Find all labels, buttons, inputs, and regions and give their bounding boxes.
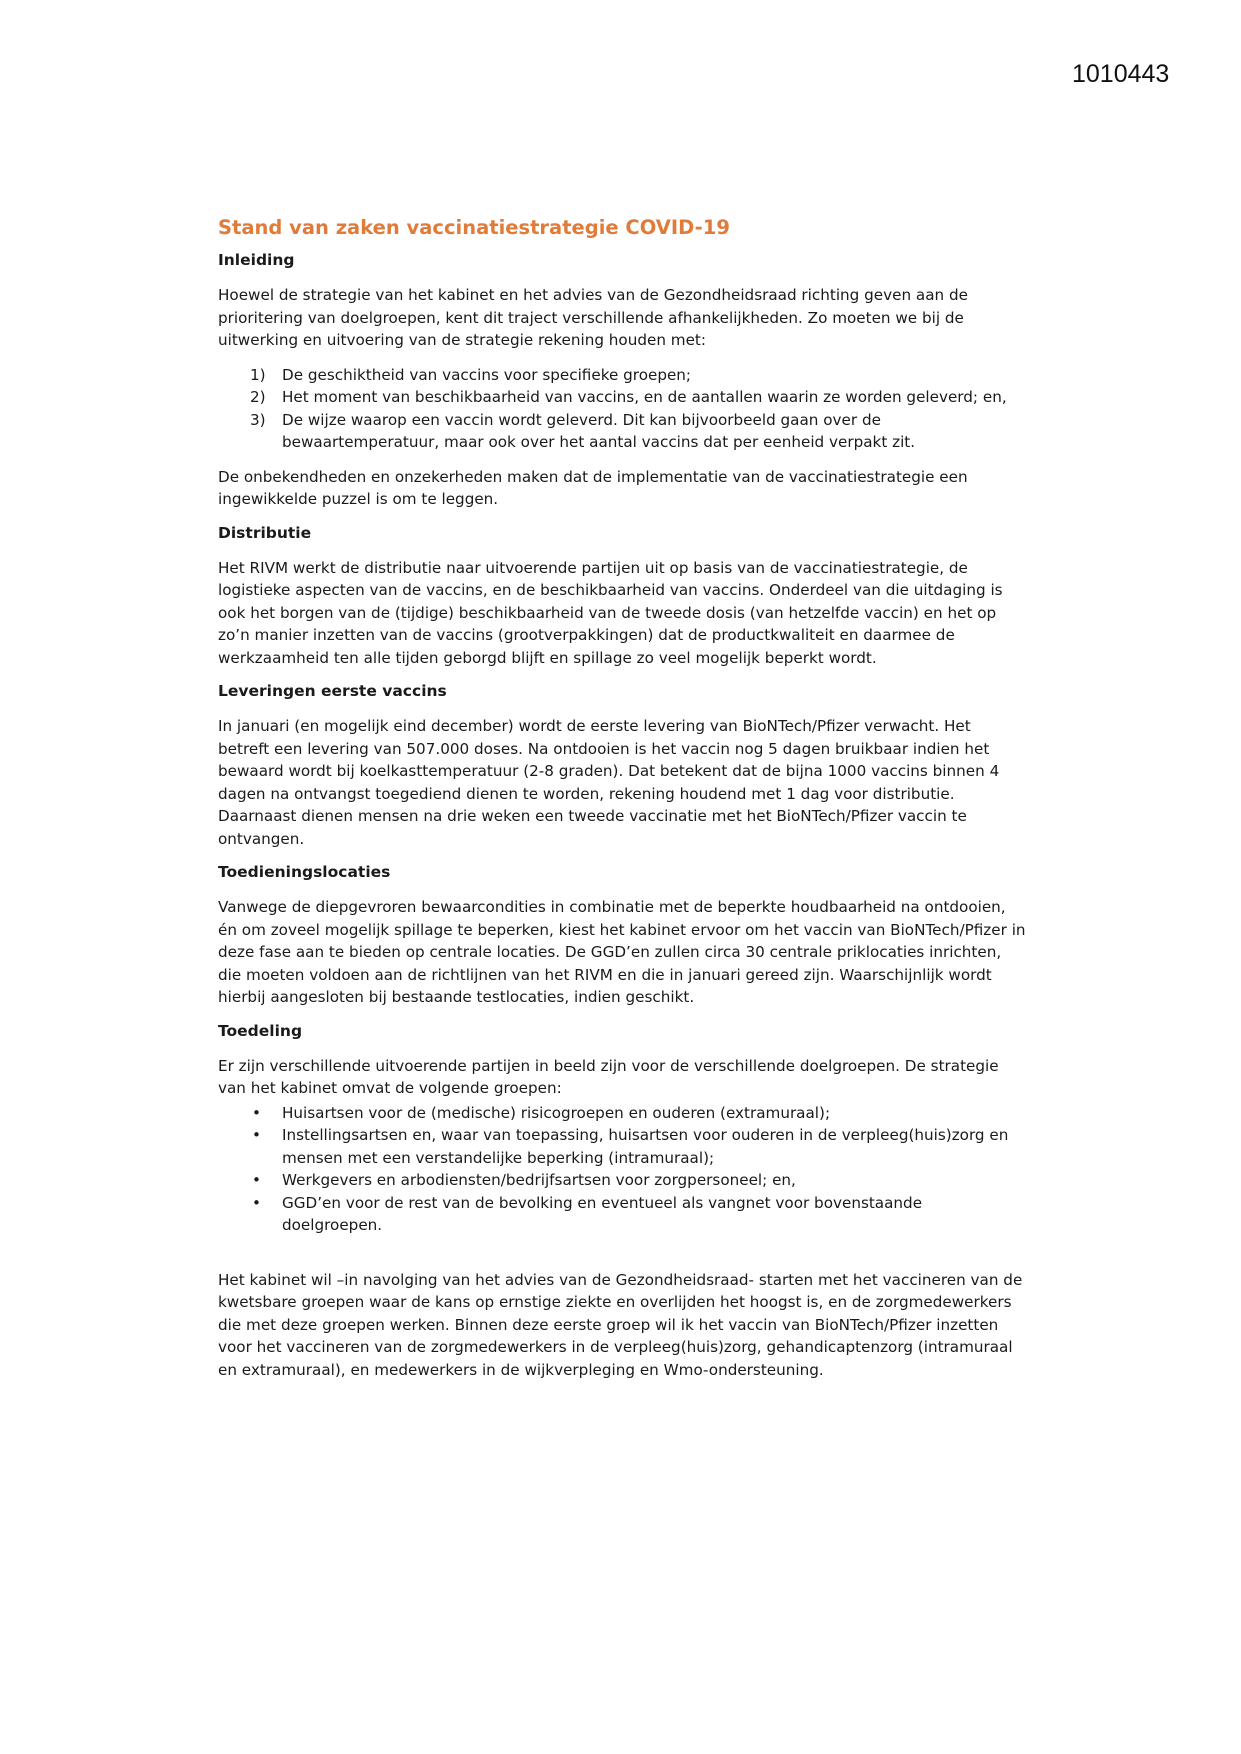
list-item — [250, 409, 1026, 454]
list-item-text: Het moment van beschikbaarheid van vaccins, en de aantallen waarin ze worden geleverd; en, — [282, 388, 1007, 406]
paragraph: Het kabinet wil –in navolging van het advies van de Gezondheidsraad- starten met het vaccineren van de kwetsbare groepen waar de kans op ernstige ziekte en overlijden het hoogst is, en de zorgmedewerkers die met deze groepen werken. Binnen deze eerste groep wil ik het vaccin van BioNTech/Pfizer inzetten voor het vaccineren van de zorgmedewerkers in de verpleeg(huis)zorg, gehandicaptenzorg (intramuraal en extramuraal), en medewerkers in de wijkverpleging en Wmo-ondersteuning. — [218, 1270, 1023, 1379]
paragraph: In januari (en mogelijk eind december) wordt de eerste levering van BioNTech/Pfizer verwacht. Het betreft een levering van 507.000 doses. Na ontdooien is het vaccin nog 5 dagen bruikbaar indien het bewaard wordt bij koelkasttemperatuur (2-8 graden). Dat betekent dat de bijna 1000 vaccins binnen 4 dagen na ontvangst toegediend dienen te worden, rekening houdend met 1 dag voor distributie. Daarnaast dienen mensen na drie weken een tweede vaccinatie met het BioNTech/Pfizer vaccin te ontvangen. — [218, 717, 1000, 848]
section-toedeling — [218, 1021, 1026, 1382]
document-id: 1010443 — [1072, 60, 1170, 88]
paragraph: Er zijn verschillende uitvoerende partijen in beeld zijn voor de verschillende doelgroepen. De strategie van het kabinet omvat de volgende groepen: — [218, 1056, 999, 1097]
document-title: Stand van zaken vaccinatiestrategie COVID-19 — [218, 216, 730, 239]
section-heading: Leveringen eerste vaccins — [218, 682, 447, 700]
paragraph: Het RIVM werkt de distributie naar uitvoerende partijen uit op basis van de vaccinatiestrategie, de logistieke aspecten van de vaccins, en de beschikbaarheid van vaccins. Onderdeel van die uitdaging is ook het borgen van de (tijdige) beschikbaarheid van de tweede dosis (van hetzelfde vaccin) en het op zo’n manier inzetten van de vaccins (grootverpakkingen) dat de productkwaliteit en daarmee de werkzaamheid ten alle tijden geborgd blijft en spillage zo veel mogelijk beperkt wordt. — [218, 558, 1003, 667]
section-heading: Toedeling — [218, 1021, 303, 1040]
section-leveringen — [218, 681, 1026, 850]
list-number: 2) — [250, 388, 266, 406]
section-inleiding — [218, 250, 1026, 511]
list-item-text: De wijze waarop een vaccin wordt geleverd. Dit kan bijvoorbeeld gaan over de bewaartemperatuur, maar ook over het aantal vaccins dat per eenheid verpakt zit. — [282, 410, 916, 451]
section-distributie — [218, 523, 1026, 670]
list-item: • GGD’en voor de rest van de bevolking en eventueel als vangnet voor bovenstaande doelgroepen. — [250, 1192, 1026, 1237]
paragraph: Hoewel de strategie van het kabinet en het advies van de Gezondheidsraad richting geven aan de prioritering van doelgroepen, kent dit traject verschillende afhankelijkheden. Zo moeten we bij de uitwerking en uitvoering van de strategie rekening houden met: — [218, 286, 968, 349]
list-item: • Instellingsartsen en, waar van toepassing, huisartsen voor ouderen in de verpleeg(huis)zorg en mensen met een verstandelijke beperking (intramuraal); — [250, 1124, 1026, 1169]
section-toedieningslocaties — [218, 862, 1026, 1009]
list-number: 1) — [250, 365, 266, 384]
section-heading: Toedieningslocaties — [218, 863, 391, 881]
paragraph: De onbekendheden en onzekerheden maken dat de implementatie van de vaccinatiestrategie een ingewikkelde puzzel is om te leggen. — [218, 467, 968, 508]
list-item — [250, 364, 1026, 387]
numbered-list — [218, 364, 1026, 454]
bullet-list — [218, 1102, 1026, 1237]
document-body — [218, 216, 1026, 1393]
list-item-text: De geschiktheid van vaccins voor specifieke groepen; — [282, 365, 692, 384]
paragraph: Vanwege de diepgevroren bewaarcondities in combinatie met de beperkte houdbaarheid na ontdooien, én om zoveel mogelijk spillage te beperken, kiest het kabinet ervoor om het vaccin van BioNTech/Pfizer in deze fase aan te bieden op centrale locaties. De GGD’en zullen circa 30 centrale priklocaties inrichten, die moeten voldoen aan de richtlijnen van het RIVM en die in januari gereed zijn. Waarschijnlijk wordt hierbij aangesloten bij bestaande testlocaties, indien geschikt. — [218, 898, 1026, 1006]
list-item: • Huisartsen voor de (medische) risicogroepen en ouderen (extramuraal); — [250, 1102, 1026, 1125]
section-heading: Inleiding — [218, 251, 295, 269]
list-item: • Werkgevers en arbodiensten/bedrijfsartsen voor zorgpersoneel; en, — [250, 1169, 1026, 1192]
list-number: 3) — [250, 410, 266, 429]
section-heading: Distributie — [218, 523, 312, 542]
list-item — [250, 386, 1026, 409]
